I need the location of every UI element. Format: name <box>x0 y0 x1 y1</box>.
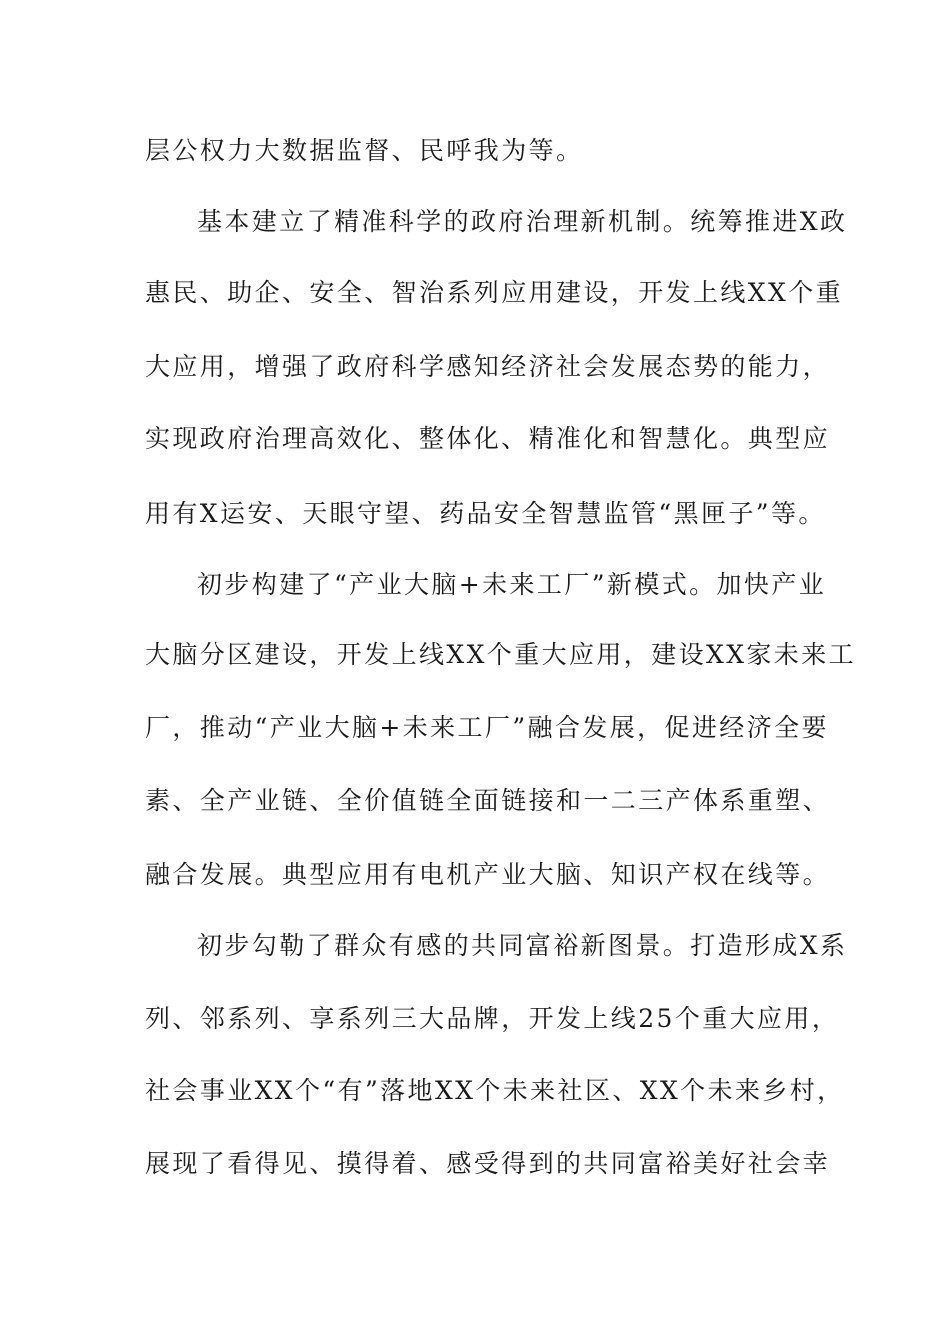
text-line: 列、邻系列、享系列三大品牌，开发上线25个重大应用， <box>145 1004 840 1033</box>
text-line: 融合发展。典型应用有电机产业大脑、知识产权在线等。 <box>145 860 831 889</box>
text-line: 层公权力大数据监督、民呼我为等。 <box>145 136 584 165</box>
text-line: 大应用，增强了政府科学感知经济社会发展态势的能力， <box>145 352 831 381</box>
text-line: 素、全产业链、全价值链全面链接和一二三产体系重塑、 <box>145 786 831 815</box>
text-line: 大脑分区建设，开发上线XX个重大应用，建设XX家未来工 <box>145 640 856 669</box>
text-line: 实现政府治理高效化、整体化、精准化和智慧化。典型应 <box>145 424 831 453</box>
paragraph-start-line: 初步构建了“产业大脑+未来工厂”新模式。加快产业 <box>197 570 827 599</box>
text-line: 惠民、助企、安全、智治系列应用建设，开发上线XX个重 <box>145 278 843 307</box>
text-line: 社会事业XX个“有”落地XX个未来社区、XX个未来乡村， <box>145 1076 845 1105</box>
paragraph-start-line: 初步勾勒了群众有感的共同富裕新图景。打造形成X系 <box>197 931 848 960</box>
paragraph-start-line: 基本建立了精准科学的政府治理新机制。统筹推进X政 <box>197 207 848 236</box>
text-line: 展现了看得见、摸得着、感受得到的共同富裕美好社会幸 <box>145 1149 831 1178</box>
text-line: 厂，推动“产业大脑+未来工厂”融合发展，促进经济全要 <box>145 713 829 742</box>
text-line: 用有X运安、天眼守望、药品安全智慧监管“黑匣子”等。 <box>145 499 826 528</box>
